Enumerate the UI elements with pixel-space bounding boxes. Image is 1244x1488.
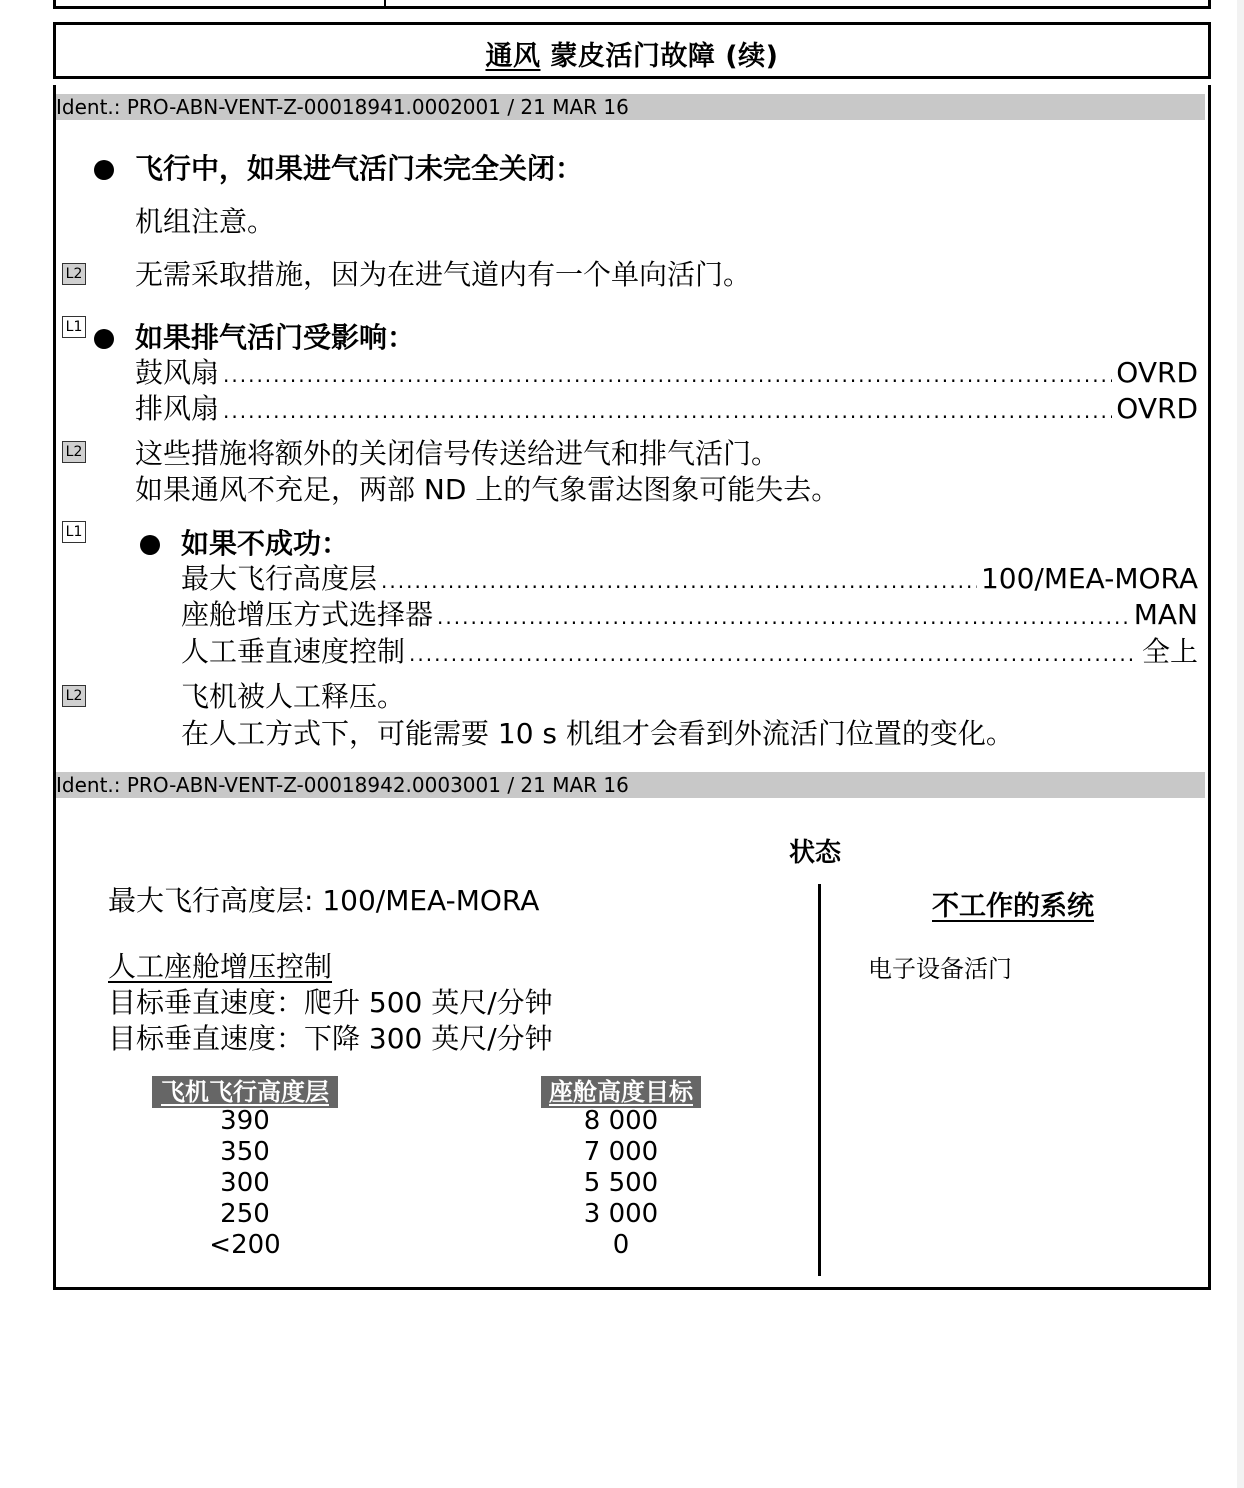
status-title: 状态: [789, 838, 842, 868]
table-cell: 7 000: [583, 1137, 659, 1167]
action-row: [135, 356, 1198, 392]
dot-leader: [381, 562, 977, 598]
col-header-flight-level: 飞机飞行高度层: [152, 1076, 338, 1108]
table-divider: [384, 0, 386, 6]
table-cell: 250: [220, 1199, 270, 1229]
inop-system-item: 电子设备活门: [868, 955, 1012, 983]
action-label: 排风扇: [135, 392, 220, 425]
item2-note1: 这些措施将额外的关闭信号传送给进气和排气活门。: [135, 437, 780, 470]
item3-note2: 在人工方式下，可能需要 10 s 机组才会看到外流活门位置的变化。: [181, 717, 1014, 750]
item1-line: 机组注意。: [135, 205, 276, 238]
item2-note2: 如果通风不充足，两部 ND 上的气象雷达图象可能失去。: [135, 473, 840, 506]
table-cell: 390: [220, 1106, 270, 1136]
table-cell: 300: [220, 1168, 270, 1198]
action-value: 全上: [1141, 635, 1198, 668]
action-row: [181, 598, 1198, 634]
action-row: [181, 635, 1198, 671]
action-label: 座舱增压方式选择器: [181, 598, 434, 631]
ident-bar-1: Ident.: PRO-ABN-VENT-Z-00018941.0002001 / 21 MAR 16: [56, 94, 1205, 120]
dot-leader: [409, 635, 1138, 671]
manual-pressurization-heading: 人工座舱增压控制: [108, 950, 333, 983]
status-divider: [818, 884, 821, 1276]
table-cell: <200: [209, 1230, 281, 1260]
action-label: 鼓风扇: [135, 356, 220, 389]
action-value: OVRD: [1116, 356, 1198, 389]
table-cell: 350: [220, 1137, 270, 1167]
action-value: 100/MEA-MORA: [980, 562, 1198, 595]
bullet-icon: [140, 535, 160, 555]
col-header-cabin-alt: 座舱高度目标: [541, 1076, 701, 1108]
ident-bar-2: Ident.: PRO-ABN-VENT-Z-00018942.0003001 / 21 MAR 16: [56, 772, 1205, 798]
level-tag-l2: L2: [62, 263, 86, 285]
table-cell: 3 000: [583, 1199, 659, 1229]
level-tag-l1: L1: [62, 521, 86, 543]
item2-heading: 如果排气活门受影响：: [135, 321, 416, 354]
table-cell: 0: [612, 1230, 630, 1260]
level-tag-l2: L2: [62, 685, 86, 707]
action-value: OVRD: [1116, 392, 1198, 425]
action-value: MAN: [1133, 598, 1198, 631]
level-tag-l1: L1: [62, 316, 86, 338]
target-vs-climb: 目标垂直速度：爬升 500 英尺/分钟: [108, 986, 553, 1019]
item1-heading: 飞行中，如果进气活门未完全关闭：: [135, 152, 584, 185]
bullet-icon: [94, 329, 114, 349]
previous-table-bottom: [53, 0, 1211, 9]
dot-leader: [223, 356, 1112, 392]
page-title: [486, 34, 779, 73]
item1-note: 无需采取措施，因为在进气道内有一个单向活门。: [135, 258, 752, 291]
table-cell: 5 500: [583, 1168, 659, 1198]
title-system: 通风: [485, 41, 541, 72]
action-row: [135, 392, 1198, 428]
bullet-icon: [94, 160, 114, 180]
max-flight-level: 最大飞行高度层: 100/MEA-MORA: [108, 884, 540, 917]
title-text: 蒙皮活门故障 (续): [540, 41, 779, 72]
action-label: 最大飞行高度层: [181, 562, 378, 595]
flight-level-column: [185, 1106, 305, 1261]
item3-heading: 如果不成功：: [181, 527, 350, 560]
cabin-alt-column: [561, 1106, 681, 1261]
action-label: 人工垂直速度控制: [181, 635, 406, 668]
page-title-box: [53, 22, 1211, 79]
table-cell: 8 000: [583, 1106, 659, 1136]
dot-leader: [223, 392, 1112, 428]
target-vs-descent: 目标垂直速度：下降 300 英尺/分钟: [108, 1022, 553, 1055]
item3-note1: 飞机被人工释压。: [181, 680, 406, 713]
action-row: [181, 562, 1198, 598]
inop-systems-title: 不工作的系统: [932, 891, 1094, 922]
dot-leader: [437, 598, 1130, 634]
level-tag-l2: L2: [62, 441, 86, 463]
scrollbar-track[interactable]: [1237, 0, 1244, 1488]
